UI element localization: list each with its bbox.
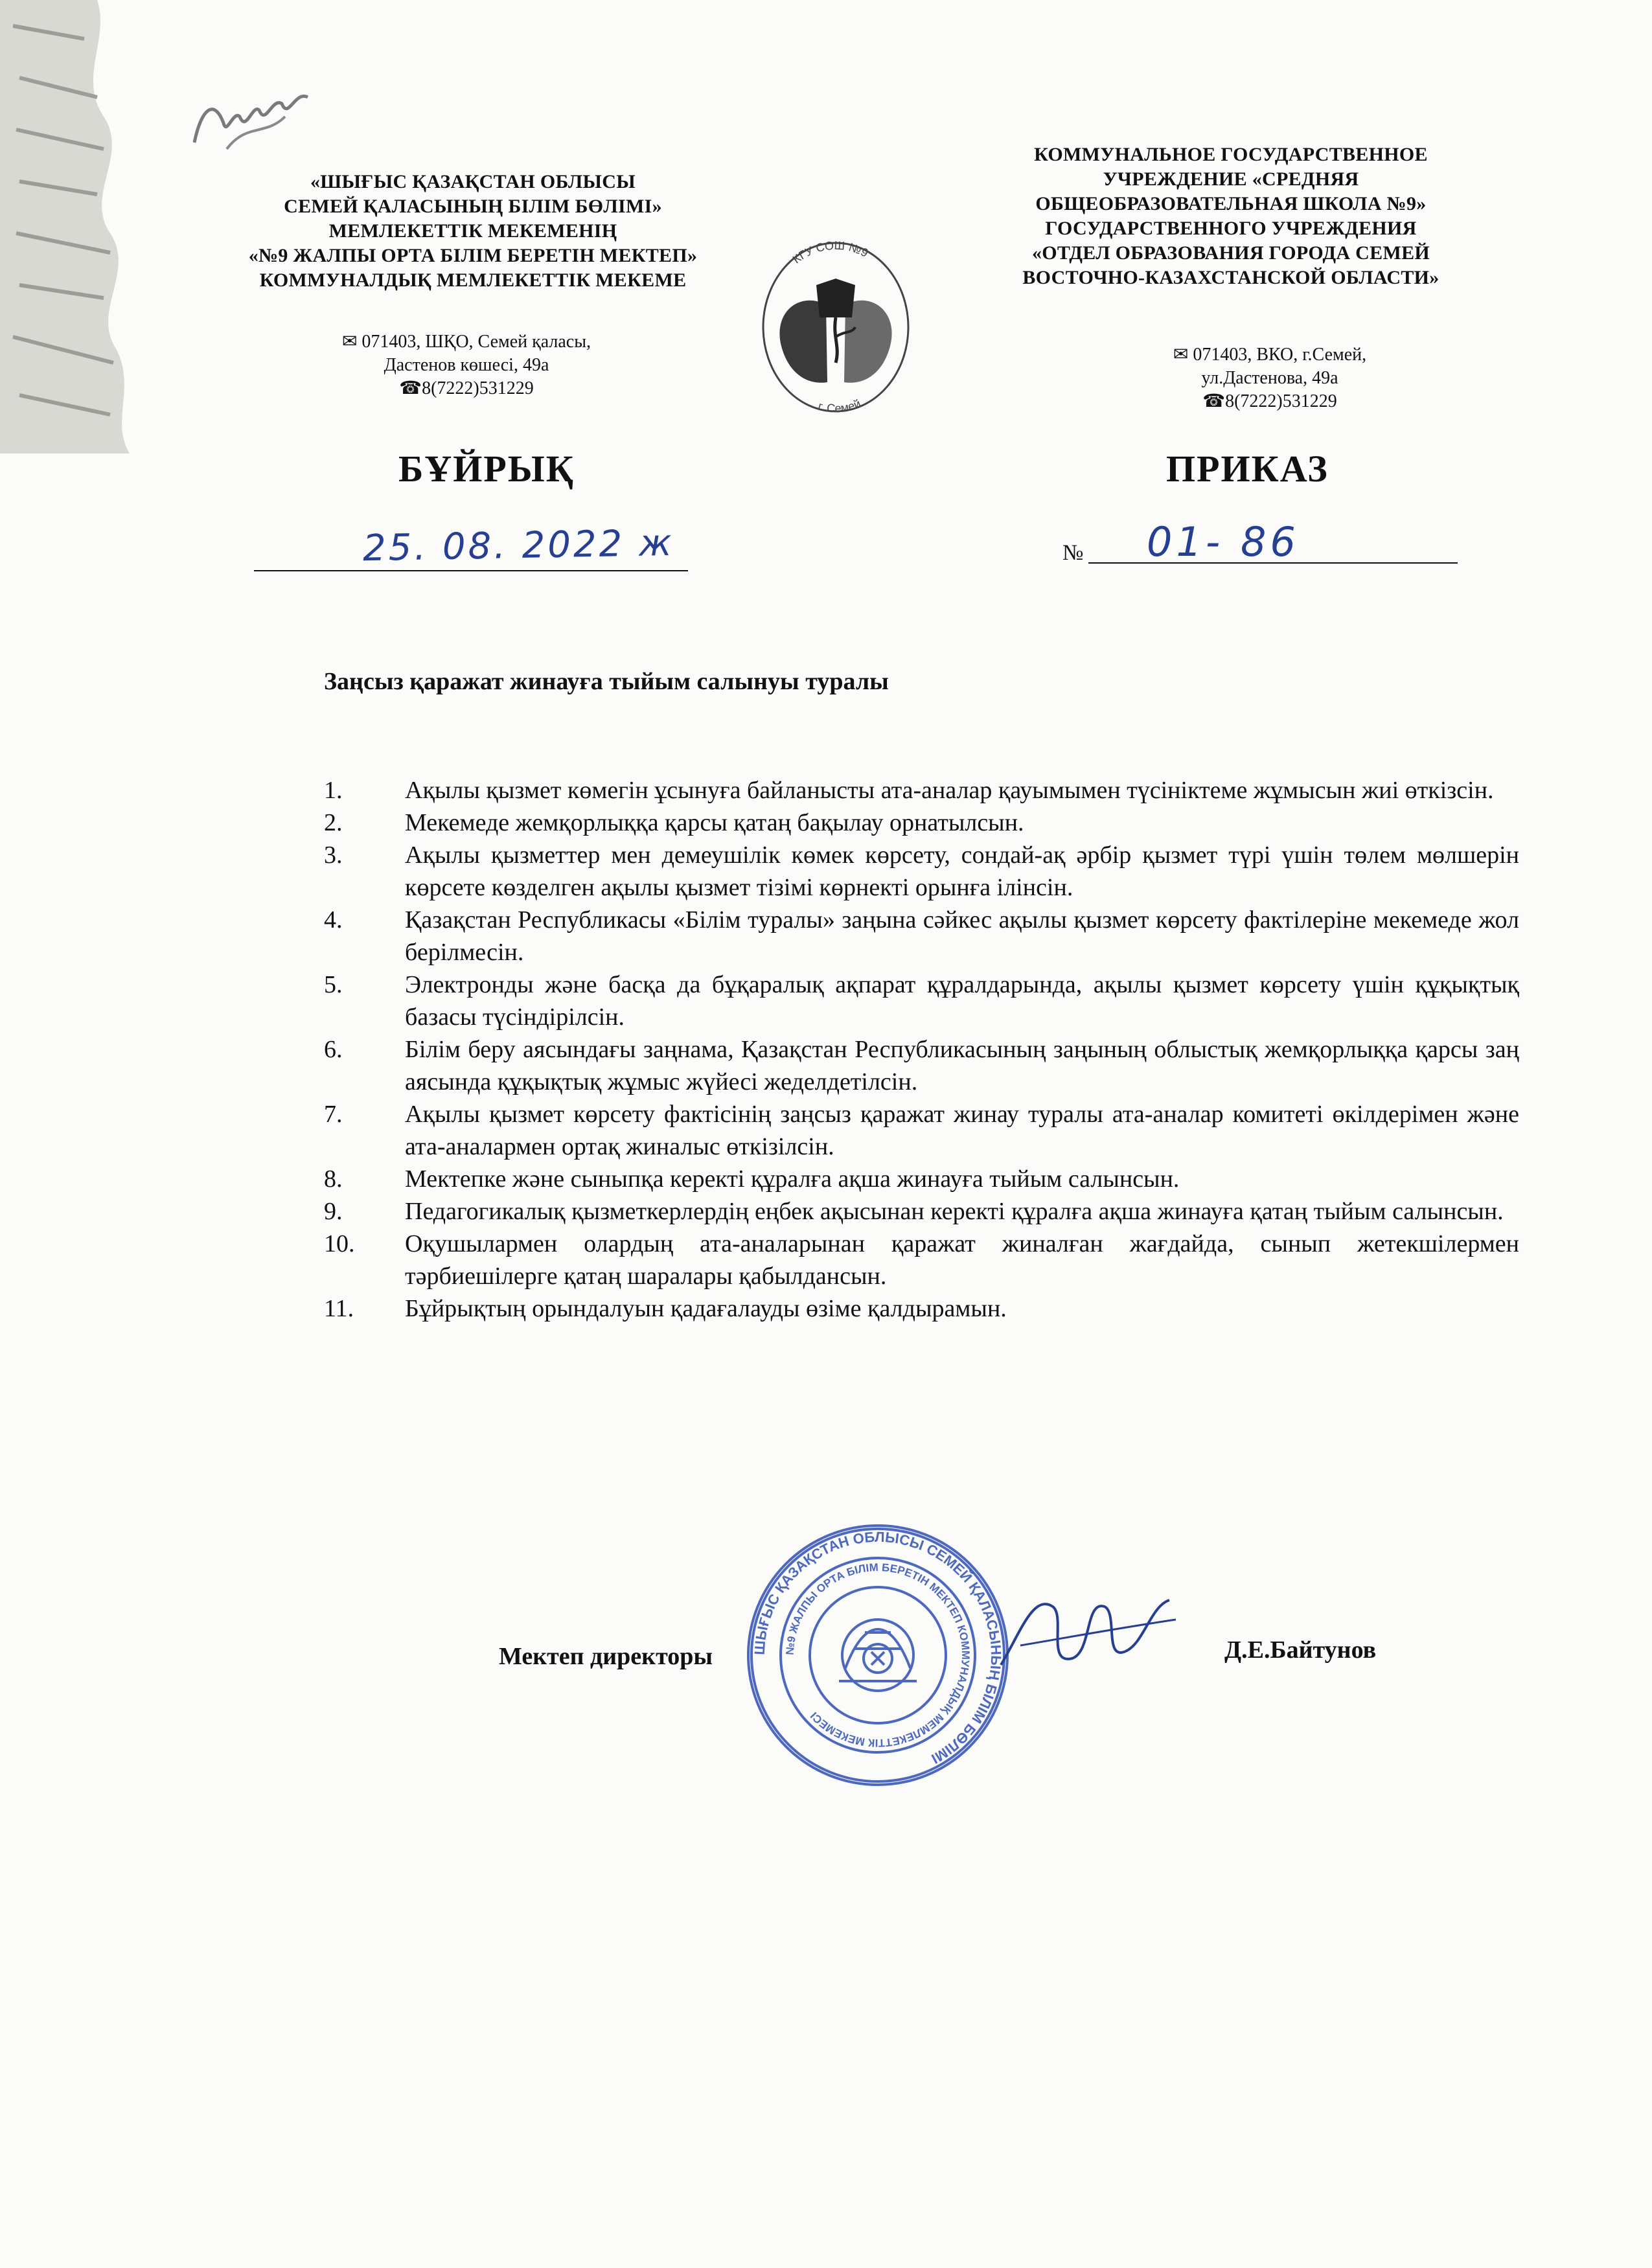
header-ru-line: ГОСУДАРСТВЕННОГО УЧРЕЖДЕНИЯ: [1045, 218, 1417, 239]
item-number: 8.: [324, 1165, 343, 1193]
list-item: [324, 1228, 1519, 1292]
item-number: 10.: [324, 1230, 355, 1257]
list-item: [324, 807, 1519, 839]
list-item: [324, 774, 1519, 807]
item-text: Педагогикалық қызметкерлердің еңбек ақысынан керекті құралға ақша жинауға қатаң тыйым салынсын.: [405, 1198, 1504, 1225]
address-ru-line: 071403, ВКО, г.Семей,: [1193, 345, 1367, 365]
item-number: 3.: [324, 842, 343, 869]
date-underline: [254, 570, 688, 571]
address-ru: [1101, 343, 1438, 413]
item-number: 2.: [324, 809, 343, 836]
header-kz-line: «№9 ЖАЛПЫ ОРТА БІЛІМ БЕРЕТІН МЕКТЕП»: [248, 245, 698, 266]
list-item: [324, 1163, 1519, 1195]
envelope-icon: ✉: [1173, 345, 1193, 365]
order-subject: Заңсыз қаражат жинауға тыйым салынуы туралы: [324, 668, 889, 695]
header-ru-line: «ОТДЕЛ ОБРАЗОВАНИЯ ГОРОДА СЕМЕЙ: [1031, 242, 1430, 264]
signatory-name: Д.Е.Байтунов: [1224, 1636, 1377, 1664]
emblem-bottom-text: г. Семей: [816, 396, 863, 415]
header-kz-line: КОММУНАЛДЫҚ МЕМЛЕКЕТТІК МЕКЕМЕ: [259, 269, 687, 291]
school-emblem-logo: [755, 233, 917, 421]
address-kz: [272, 330, 661, 400]
orders-list: [324, 774, 1519, 1325]
emblem-top-text: КГУ СОШ №9: [790, 238, 871, 266]
list-item: [324, 839, 1519, 904]
address-kz-line: Дастенов көшесі, 49а: [384, 355, 549, 375]
item-number: 1.: [324, 777, 343, 804]
item-number: 11.: [324, 1295, 354, 1322]
signatory-position: Мектеп директоры: [499, 1643, 713, 1670]
header-ru-line: УЧРЕЖДЕНИЕ «СРЕДНЯЯ: [1103, 168, 1359, 190]
header-ru-line: ОБЩЕОБРАЗОВАТЕЛЬНАЯ ШКОЛА №9»: [1035, 193, 1427, 214]
binding-edge: [0, 0, 149, 453]
header-kz-line: МЕМЛЕКЕТТІК МЕКЕМЕНІҢ: [328, 220, 617, 242]
item-number: 9.: [324, 1198, 343, 1225]
item-text: Ақылы қызмет көрсету фактісінің заңсыз қаражат жинау туралы ата-аналар комитеті өкілдерімен және ата-аналармен ортақ жиналыс өткізілсін.: [405, 1101, 1519, 1160]
envelope-icon: ✉: [341, 332, 362, 352]
phone-ru: 8(7222)531229: [1225, 391, 1337, 411]
list-item: [324, 1195, 1519, 1228]
item-text: Мекемеде жемқорлыққа қарсы қатаң бақылау орнатылсын.: [405, 809, 1024, 836]
phone-icon: ☎: [1202, 391, 1226, 411]
header-kz: [194, 170, 751, 293]
item-text: Мектепке және сыныпқа керекті құралға ақша жинауға тыйым салынсын.: [405, 1165, 1180, 1193]
item-number: 4.: [324, 906, 343, 934]
item-text: Бұйрықтың орындалуын қадағалауды өзіме қалдырамын.: [405, 1295, 1007, 1322]
stamp-outer-text: ШЫҒЫС ҚАЗАҚСТАН ОБЛЫСЫ СЕМЕЙ ҚАЛАСЫНЫҢ БІЛІМ БӨЛІМІ: [751, 1528, 1005, 1767]
list-item: [324, 1033, 1519, 1098]
title-kz: БҰЙРЫҚ: [398, 448, 575, 490]
list-item: [324, 1098, 1519, 1163]
item-text: Ақылы қызмет көмегін ұсынуға байланысты ата-аналар қауымымен түсініктеме жұмысын жиі өткізсін.: [405, 777, 1494, 804]
list-item: [324, 1292, 1519, 1325]
title-ru: ПРИКАЗ: [1166, 448, 1329, 490]
item-number: 7.: [324, 1101, 343, 1128]
official-stamp: [742, 1519, 1014, 1791]
item-number: 5.: [324, 971, 343, 998]
address-ru-line: ул.Дастенова, 49а: [1201, 368, 1338, 388]
handwritten-number: 01- 86: [1147, 518, 1300, 566]
handwritten-date: 25. 08. 2022 ж: [362, 521, 675, 570]
list-item: [324, 904, 1519, 968]
stamp-inner-text: №9 ЖАЛПЫ ОРТА БІЛІМ БЕРЕТІН МЕКТЕП КОММУНАЛДЫҚ МЕМЛЕКЕТТІК МЕКЕМЕСІ: [783, 1561, 972, 1750]
phone-kz: 8(7222)531229: [422, 378, 534, 398]
header-ru-line: КОММУНАЛЬНОЕ ГОСУДАРСТВЕННОЕ: [1034, 144, 1428, 165]
header-ru-line: ВОСТОЧНО-КАЗАХСТАНСКОЙ ОБЛАСТИ»: [1022, 267, 1440, 288]
item-text: Ақылы қызметтер мен демеушілік көмек көрсету, сондай-ақ әрбір қызмет түрі үшін төлем мөлшерін көрсете көзделген ақылы қызмет тізімі көрнекті орынға ілінсін.: [405, 842, 1519, 901]
number-label: №: [1062, 541, 1084, 565]
item-text: Оқушылармен олардың ата-аналарынан қаражат жиналған жағдайда, сынып жетекшілермен тәрбиешілерге қатаң шаралары қабылдансын.: [405, 1230, 1519, 1290]
handwritten-signature: [981, 1568, 1189, 1697]
item-text: Білім беру аясындағы заңнама, Қазақстан Республикасының заңының облыстық жемқорлыққа қарсы заң аясында құқықтық жұмыс жүйесі жеделдетілсін.: [405, 1036, 1519, 1095]
list-item: [324, 968, 1519, 1033]
phone-icon: ☎: [399, 378, 422, 398]
header-ru: [972, 143, 1490, 290]
header-kz-line: «ШЫҒЫС ҚАЗАҚСТАН ОБЛЫСЫ: [310, 171, 636, 192]
item-text: Қазақстан Республикасы «Білім туралы» заңына сәйкес ақылы қызмет көрсету фактілеріне мекемеде жол берілмесін.: [405, 906, 1519, 966]
item-number: 6.: [324, 1036, 343, 1063]
address-kz-line: 071403, ШҚО, Семей қаласы,: [361, 332, 591, 352]
handwritten-note: [188, 71, 324, 162]
header-kz-line: СЕМЕЙ ҚАЛАСЫНЫҢ БІЛІМ БӨЛІМІ»: [284, 196, 662, 217]
item-text: Электронды және басқа да бұқаралық ақпарат құралдарында, ақылы қызмет көрсету үшін құқықтық базасы түсіндірілсін.: [405, 971, 1519, 1031]
